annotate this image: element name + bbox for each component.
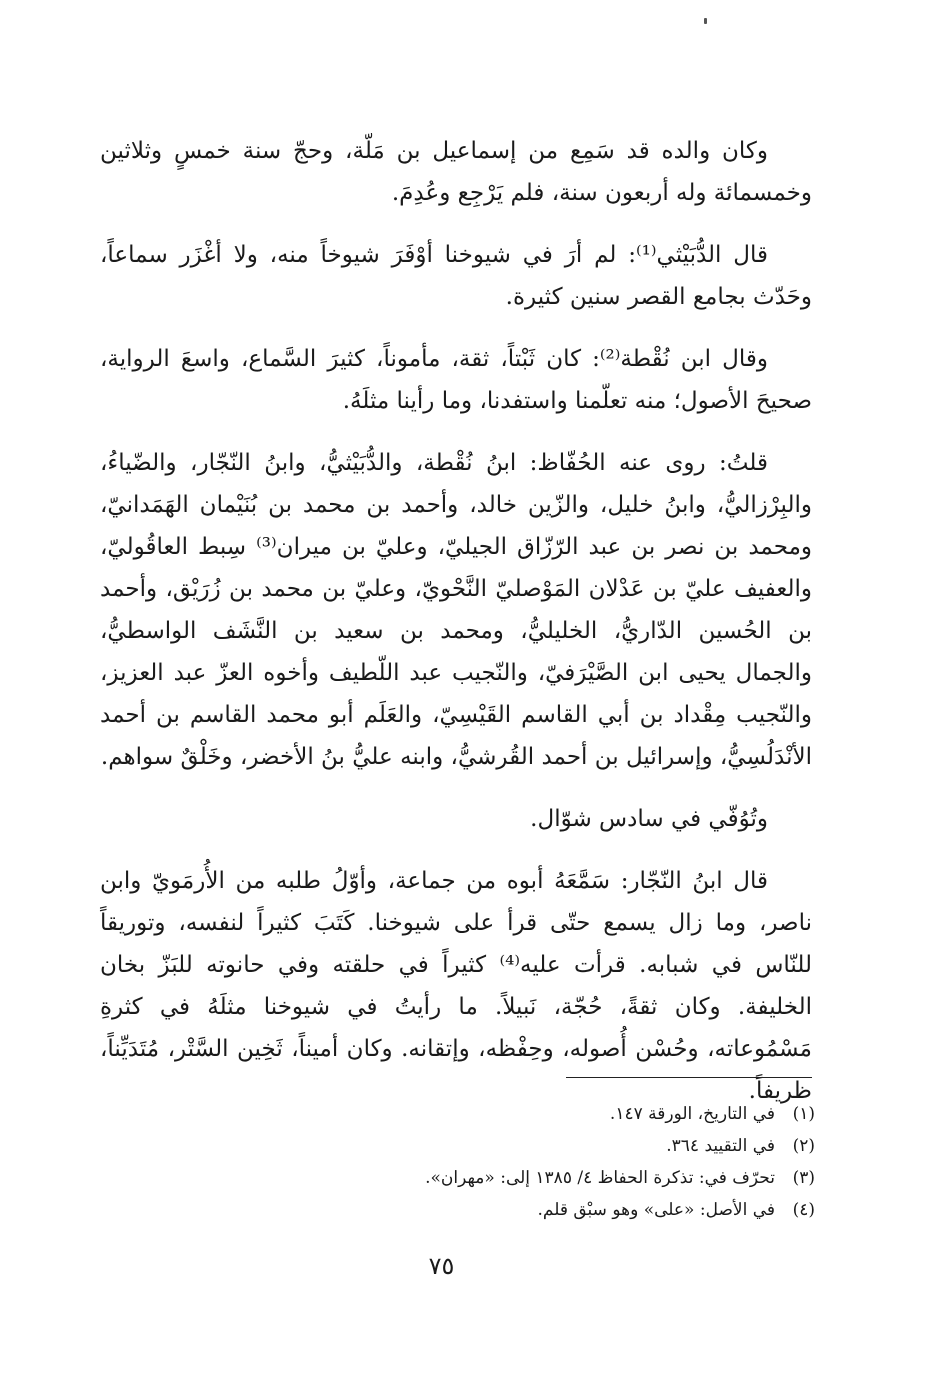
footnote-text: في التقييد ٣٦٤. <box>666 1136 775 1156</box>
footnote-number: (٢) <box>792 1136 815 1156</box>
footnote-divider <box>566 1077 812 1078</box>
paragraph-ibn-nuqta: وقال ابن نُقْطة⁽²⁾: كان ثَبْتاً، ثقة، مأموناً، كثيرَ السَّماع، واسعَ الرواية، صحيحَ الأصول؛ منه تعلّمنا واستفدنا، وما رأينا مثلَهُ. <box>100 346 812 414</box>
footnote-item <box>195 1098 815 1130</box>
footnote-item <box>195 1130 815 1162</box>
main-text <box>100 130 812 1132</box>
print-speck <box>704 18 707 24</box>
footnote-number: (١) <box>792 1104 815 1124</box>
footnote-item <box>195 1194 815 1226</box>
paragraph-narrators: قلتُ: روى عنه الحُفّاظ: ابنُ نُقْطة، والدُّبَيْثيُّ، وابنُ النّجّار، والضّياءُ، والبِرْزاليُّ، وابنُ خليل، والزّين خالد، وأحمد بن محمد بن بُنَيْمان الهَمَدانيّ، ومحمد بن نصر بن عبد الرّزّاق الجيليّ، وعليّ بن ميران⁽³⁾ سِبط العاقُوليّ، والعفيف عليّ بن عَدْلان المَوْصليّ النَّحْويّ، وعليّ بن محمد بن زُرَيْق، وأحمد بن الحُسين الدّاريُّ، الخليليُّ، ومحمد بن سعيد بن النَّشَف الواسطيُّ، والجمال يحيى ابن الصَّيْرَفيّ، والنّجيب عبد اللّطيف وأخوه العزّ عبد العزيز، والنّجيب مِقْداد بن أبي القاسم القَيْسِيّ، والعَلَم أبو محمد القاسم بن أحمد الأنْدَلُسِيُّ، وإسرائيل بن أحمد القُرشيُّ، وابنه عليُّ بنُ الأخضر، وخَلْقٌ سواهم. <box>100 450 813 770</box>
paragraph-ibn-najjar: قال ابنُ النّجّار: سَمَّعَهُ أبوه من جماعة، وأوّلُ طلبه من الأُرمَويّ وابن ناصر، وما زال يسمع حتّى قرأ على شيوخنا. كَتَبَ كثيراً لنفسه، وتوريقاً للنّاس في شبابه. قرأت عليه⁽⁴⁾ كثيراً في حلقته وفي حانوته للبَزّ بخان الخليفة. وكان ثقةً، حُجّة، نَبيلاً. ما رأيتُ في شيوخنا مثلَهُ في كثرةِ مَسْمُوعاته، وحُسْن أُصوله، وحِفْظه، وإتقانه. وكان أميناً، ثَخِين السَّتْر، مُتَدَيِّناً، ظريفاً. <box>100 868 812 1104</box>
paragraph-father: وكان والده قد سَمِع من إسماعيل بن مَلّة، وحجّ سنة خمسٍ وثلاثين وخمسمائة وله أربعون سنة، فلم يَرْجِع وعُدِمَ. <box>100 138 812 206</box>
footnote-number: (٣) <box>792 1168 815 1188</box>
footnote-text: في التاريخ، الورقة ١٤٧. <box>609 1104 775 1124</box>
footnote-number: (٤) <box>792 1200 815 1220</box>
footnote-text: تحرّف في: تذكرة الحفاظ ٤/ ١٣٨٥ إلى: «مهران». <box>425 1168 775 1188</box>
footnote-text: في الأصل: «على» وهو سبْق قلم. <box>537 1200 775 1220</box>
page-number: ٧٥ <box>428 1252 455 1280</box>
paragraph-death: وتُوُفّي في سادس شوّال. <box>530 806 768 832</box>
paragraph-dubaythi: قال الدُّبَيْثي⁽¹⁾: لم أرَ في شيوخنا أوْفَرَ شيوخاً منه، ولا أغْزَر سماعاً، وحَدّث بجامع القصر سنين كثيرة. <box>100 242 812 310</box>
footnote-item <box>195 1162 815 1194</box>
footnotes <box>195 1098 815 1226</box>
